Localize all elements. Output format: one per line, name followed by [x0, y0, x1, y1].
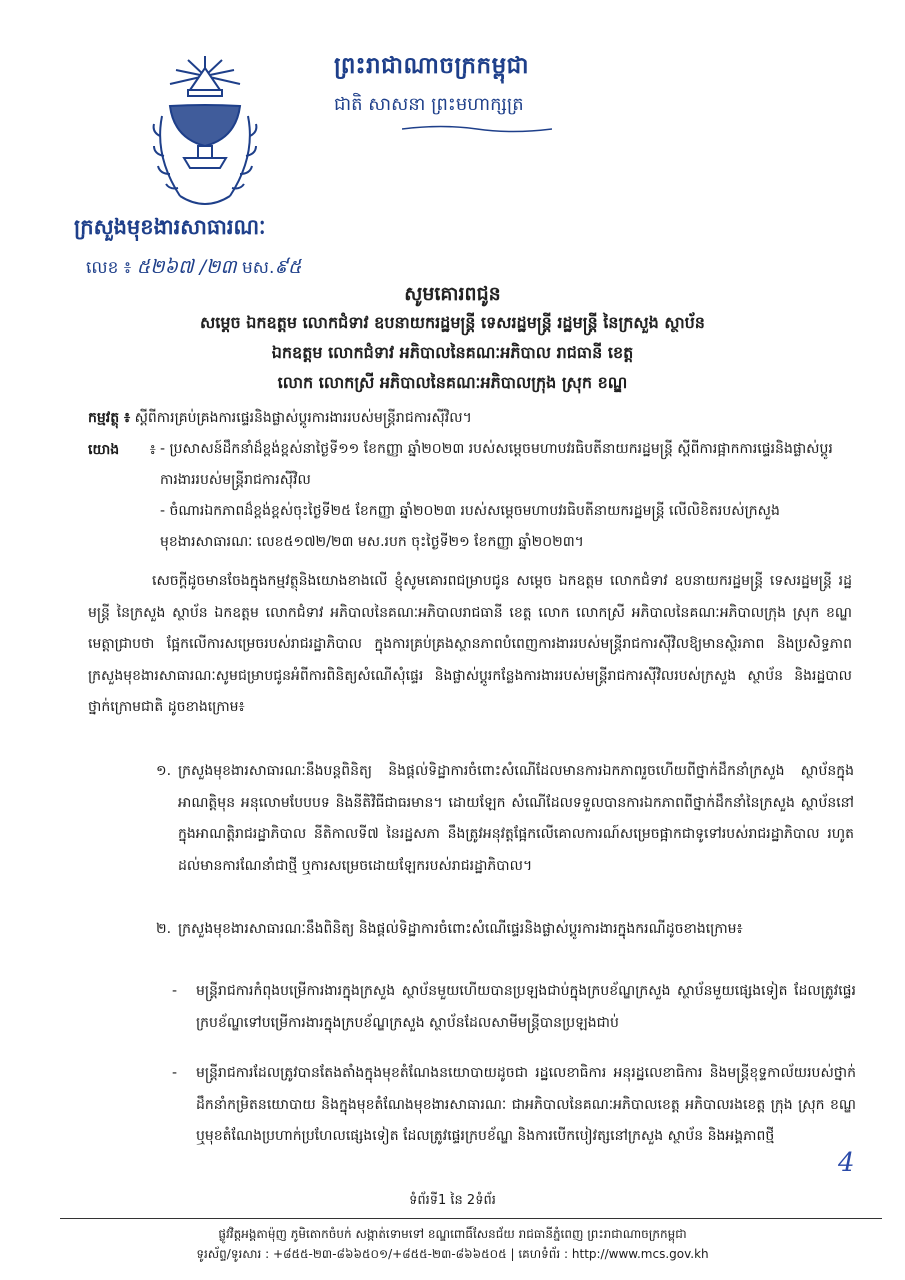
bullet-2-text: មន្ត្រីរាជការដែលត្រូវបានតែងតាំងក្នុងមុខតំណែងនយោបាយដូចជា រដ្ឋលេខាធិការ អនុរដ្ឋលេខាធិការ និងមន្ត្រីខុទ្ទកាល័យរបស់ថ្នាក់ដឹកនាំកម្រិតនយោបាយ និងក្នុងមុខតំណែងមុខងារសាធារណៈ ជាអភិបាលនៃគណៈអភិបាលខេត្ត អភិបាលរងខេត្ត ក្រុង ស្រុក ខណ្ឌ ឬមុខតំណែងប្រហាក់ប្រហែលផ្សេងទៀត ដែលត្រូវផ្ទេរក្របខ័ណ្ឌ និងការបើកបៀវត្សនៅក្រសួង ស្ថាប័ន និងអង្គភាពថ្មី — [196, 1065, 856, 1144]
reference-label: យោង — [88, 442, 120, 458]
reference-number — [86, 255, 301, 283]
point-2-text: ក្រសួងមុខងារសាធារណៈនឹងពិនិត្យ និងផ្តល់ទិដ្ឋាការចំពោះសំណើផ្ទេរនិងផ្លាស់ប្តូរការងារក្នុងករណីដូចខាងក្រោម៖ — [178, 921, 743, 937]
ornament-divider-icon — [402, 124, 552, 134]
greeting-title: សូមគោរពជូន — [404, 283, 501, 305]
footer-contact: ទូរស័ព្ទ/ទូរសារ : +៨៥៥-២៣-៨៦៦៥០១/+៨៥៥-២៣-៨៦៦៥០៥ | គេហទំព័រ : http://www.mcs.gov.kh — [196, 1247, 709, 1261]
subject-label: កម្មវត្ថុ ៖ — [88, 410, 131, 426]
point-1-text: ក្រសួងមុខងារសាធារណៈនឹងបន្តពិនិត្យ និងផ្តល់ទិដ្ឋាការចំពោះសំណើដែលមានការឯកភាពរួចហើយពីថ្នាក់ដឹកនាំក្រសួង ស្ថាប័នក្នុងអាណត្តិមុន អនុលោមបែបបទ និងនីតិវិធីជាធរមាន។ ដោយឡែក សំណើដែលទទួលបានការឯកភាពពីថ្នាក់ដឹកនាំនៃក្រសួង ស្ថាប័ននៅក្នុងអាណត្តិរាជរដ្ឋាភិបាល នីតិកាលទី៧ នៃរដ្ឋសភា នឹងត្រូវអនុវត្តផ្អែកលើគោលការណ៍សម្រេចផ្អាកជាទូទៅរបស់រាជរដ្ឋាភិបាល រហូតដល់មានការណែនាំជាថ្មី ឬការសម្រេចដោយឡែករបស់រាជរដ្ឋាភិបាល។ — [178, 763, 854, 874]
ref-number: ៥២៦៧ /២៣ — [136, 256, 237, 278]
footer-address: ផ្លូវវិត្តអង្គតាម៉ុញ ភូមិតោកចំបក់ សង្កាត់ទោមទៅ ខណ្ឌពោធិ៍សែនជ័យ រាជធានីភ្នំពេញ ព្រះរាជាណាចក្រកម្ពុជា — [218, 1227, 687, 1241]
recipients-line-1: សម្តេច ឯកឧត្តម លោកជំទាវ ឧបនាយករដ្ឋមន្ត្រី ទេសរដ្ឋមន្ត្រី រដ្ឋមន្ត្រី នៃក្រសួង ស្ថាប័ន — [200, 313, 705, 332]
ref-label: លេខ ៖ — [86, 258, 132, 278]
intro-text: សេចក្តីដូចមានចែងក្នុងកម្មវត្ថុនិងយោងខាងលើ ខ្ញុំសូមគោរពជម្រាបជូន សម្តេច ឯកឧត្តម លោកជំទាវ ឧបនាយករដ្ឋមន្ត្រី ទេសរដ្ឋមន្ត្រី រដ្ឋមន្ត្រី នៃក្រសួង ស្ថាប័ន ឯកឧត្តម លោកជំទាវ អភិបាលនៃគណៈអភិបាលរាជធានី ខេត្ត លោក លោកស្រី អភិបាលនៃគណៈអភិបាលក្រុង ស្រុក ខណ្ឌ មេត្តាជ្រាបថា ផ្អែកលើការសម្រេចរបស់រាជរដ្ឋាភិបាល ក្នុងការគ្រប់គ្រងស្ថានភាពបំពេញការងាររបស់មន្ត្រីរាជការស៊ីវិលឱ្យមានស្ថិរភាព និងប្រសិទ្ធភាព ក្រសួងមុខងារសាធារណៈសូមជម្រាបជូនអំពីការពិនិត្យសំណើសុំផ្ទេរ និងផ្លាស់ប្តូរកន្លែងការងាររបស់មន្ត្រីរាជការស៊ីវិលរបស់ក្រសួង ស្ថាប័ន និងរដ្ឋបាលថ្នាក់ក្រោមជាតិ ដូចខាងក្រោម៖ — [88, 573, 852, 715]
subject-text: ស្តីពីការគ្រប់គ្រងការផ្ទេរនិងផ្លាស់ប្តូរការងាររបស់មន្ត្រីរាជការស៊ីវិល។ — [134, 410, 472, 426]
bullet-1 — [172, 976, 856, 1039]
reference-sep: ៖ — [149, 442, 156, 458]
ref-suffix: មស. — [242, 258, 275, 278]
ref-hand-note: ៩៥ — [274, 256, 302, 278]
subject-line — [88, 408, 848, 429]
national-motto: ជាតិ សាសនា ព្រះមហាក្សត្រ — [334, 94, 524, 115]
bullet-2 — [172, 1058, 856, 1153]
reference-item-2: - ចំណារឯកភាពដ៏ខ្ពង់ខ្ពស់ចុះថ្ងៃទី២៥ ខែកញ្ញា ឆ្នាំ២០២៣ របស់សម្តេចមហាបវរធិបតីនាយករដ្ឋមន្ត្រី លើលិខិតរបស់ក្រសួងមុខងារសាធារណៈ លេខ៥១៧២/២៣ មស.របក ចុះថ្ងៃទី២១ ខែកញ្ញា ឆ្នាំ២០២៣។ — [160, 503, 780, 550]
point-2 — [156, 914, 854, 946]
page-number: ទំព័រទី1 នៃ 2ទំព័រ — [409, 1193, 496, 1208]
point-1-number: ១. — [156, 763, 172, 779]
point-1 — [156, 756, 854, 882]
point-2-number: ២. — [156, 921, 172, 937]
royal-emblem-icon — [140, 46, 270, 216]
recipients-line-2: ឯកឧត្តម លោកជំទាវ អភិបាលនៃគណៈអភិបាល រាជធានី ខេត្ត — [271, 343, 634, 362]
intro-paragraph — [88, 566, 852, 724]
bullet-1-text: មន្ត្រីរាជការកំពុងបម្រើការងារក្នុងក្រសួង ស្ថាប័នមួយហើយបានប្រឡងជាប់ក្នុងក្របខ័ណ្ឌក្រសួង ស្ថាប័នមួយផ្សេងទៀត ដែលត្រូវផ្ទេរក្របខ័ណ្ឌទៅបម្រើការងារក្នុងក្របខ័ណ្ឌក្រសួង ស្ថាប័នដែលសាមីមន្ត្រីបានប្រឡងជាប់ — [196, 983, 856, 1031]
footer-divider — [60, 1218, 882, 1219]
handwritten-initial: 4 — [838, 1148, 855, 1178]
bullet-1-dash: - — [172, 983, 178, 999]
recipients-line-3: លោក លោកស្រី អភិបាលនៃគណៈអភិបាលក្រុង ស្រុក ខណ្ឌ — [277, 373, 628, 392]
ministry-name: ក្រសួងមុខងារសាធារណៈ — [74, 215, 266, 239]
reference-item-1: - ប្រសាសន៍ដឹកនាំដ៏ខ្ពង់ខ្ពស់នាថ្ងៃទី១១ ខែកញ្ញា ឆ្នាំ២០២៣ របស់សម្តេចមហាបវរធិបតីនាយករដ្ឋមន្ត្រី ស្តីពីការផ្អាកការផ្ទេរនិងផ្លាស់ប្តូរការងាររបស់មន្ត្រីរាជការស៊ីវិល — [160, 441, 833, 488]
kingdom-title: ព្រះរាជាណាចក្រកម្ពុជា — [334, 53, 530, 79]
bullet-2-dash: - — [172, 1065, 178, 1081]
